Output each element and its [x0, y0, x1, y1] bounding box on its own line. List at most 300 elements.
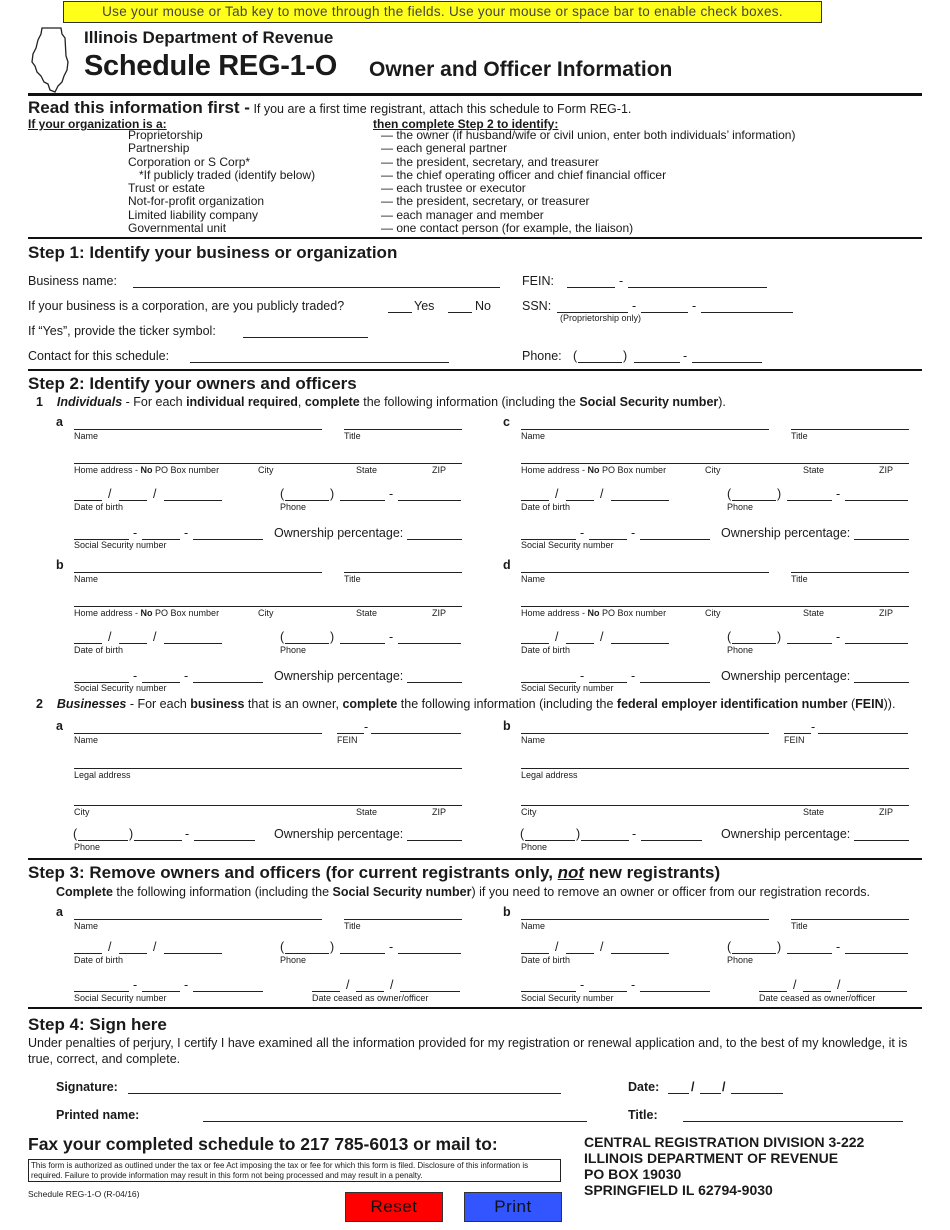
caption: City: [521, 807, 537, 817]
identify-item: — the president, secretary, and treasurer: [381, 154, 599, 169]
org-type: Trust or estate: [128, 181, 205, 196]
phone-paren: ): [576, 827, 581, 841]
ssn-field-3[interactable]: [193, 539, 263, 540]
phone-area-field[interactable]: [525, 840, 575, 841]
text: Home address -: [74, 608, 141, 618]
businesses-instruction: [36, 697, 895, 711]
rule: [28, 237, 922, 239]
caption: Title: [791, 574, 808, 584]
contact-field[interactable]: [190, 362, 449, 363]
schedule-title: Schedule REG-1-O: [84, 50, 338, 82]
phone-line-field[interactable]: [641, 840, 702, 841]
individuals-label: Individuals: [56, 395, 123, 409]
phone-prefix-field[interactable]: [787, 953, 832, 954]
text: Social Security number: [579, 395, 719, 409]
step3-title: [28, 863, 720, 883]
phone-line-field[interactable]: [692, 362, 762, 363]
dash: -: [185, 827, 190, 841]
individual-title-field[interactable]: [791, 429, 909, 430]
ssn-field-3[interactable]: [640, 539, 710, 540]
businesses-label: Businesses: [56, 697, 127, 711]
dash: -: [389, 940, 394, 954]
form-id: Schedule REG-1-O (R-04/16): [28, 1189, 140, 1199]
fein-suffix-field[interactable]: [818, 733, 908, 734]
caption: Title: [344, 574, 361, 584]
slash: /: [600, 487, 604, 501]
entry-letter: a: [56, 719, 63, 733]
phone-paren: ): [777, 630, 782, 644]
dob-month-field[interactable]: [521, 953, 549, 954]
phone-paren: (: [573, 349, 578, 363]
ssn-field-3[interactable]: [193, 991, 263, 992]
caption: Name: [74, 735, 99, 745]
text: new registrants): [584, 863, 721, 882]
dob-day-field[interactable]: [119, 500, 147, 501]
dob-month-field[interactable]: [74, 500, 102, 501]
caption: [74, 608, 219, 618]
ownership-field[interactable]: [854, 539, 909, 540]
phone-paren: (: [727, 487, 732, 501]
traded-no-box[interactable]: [448, 312, 472, 313]
dob-year-field[interactable]: [611, 643, 669, 644]
slash: /: [555, 487, 559, 501]
caption: Legal address: [74, 770, 131, 780]
caption: Social Security number: [74, 683, 167, 693]
removal-name-field[interactable]: [521, 919, 769, 920]
text: Home address -: [74, 465, 141, 475]
text: Home address -: [521, 465, 588, 475]
business-name-label: Business name:: [28, 274, 117, 288]
date-day-field[interactable]: [700, 1093, 721, 1094]
signature-field[interactable]: [128, 1093, 561, 1094]
dash: -: [580, 978, 585, 992]
removal-title-field[interactable]: [344, 919, 462, 920]
ownership-label: Ownership percentage:: [274, 669, 404, 683]
caption: Social Security number: [521, 540, 614, 550]
header-rule: [28, 93, 922, 96]
text: the following information (including the: [112, 885, 333, 899]
dash: -: [619, 274, 624, 288]
item-number: 2: [36, 697, 43, 711]
traded-yes-label: Yes: [414, 299, 435, 313]
slash: /: [153, 630, 157, 644]
traded-yes-box[interactable]: [388, 312, 412, 313]
identify-list: [381, 129, 795, 235]
caption: Phone: [74, 842, 101, 852]
phone-area-field[interactable]: [285, 953, 329, 954]
phone-prefix-field[interactable]: [134, 840, 182, 841]
ownership-field[interactable]: [407, 840, 462, 841]
phone-paren: (: [280, 487, 285, 501]
dash: -: [631, 978, 636, 992]
phone-line-field[interactable]: [398, 643, 461, 644]
traded-question: If your business is a corporation, are you publicly traded?: [28, 299, 345, 313]
text: that is an owner,: [244, 697, 343, 711]
ssn-field-2[interactable]: [142, 991, 180, 992]
dash: -: [389, 487, 394, 501]
dash: -: [631, 669, 636, 683]
entry-letter: c: [503, 415, 510, 429]
home-address-field[interactable]: [74, 463, 462, 464]
ssn-field-1[interactable]: [74, 991, 129, 992]
phone-paren: ): [330, 940, 335, 954]
removal-name-field[interactable]: [74, 919, 322, 920]
caption: ZIP: [432, 807, 447, 817]
dob-day-field[interactable]: [566, 643, 594, 644]
print-button[interactable]: Print: [464, 1192, 562, 1222]
ownership-label: Ownership percentage:: [721, 669, 851, 683]
fein-suffix-field[interactable]: [628, 287, 767, 288]
phone-prefix-field[interactable]: [787, 500, 832, 501]
dob-month-field[interactable]: [521, 643, 549, 644]
intro-text: If you are a first time registrant, attach this schedule to Form REG-1.: [249, 102, 632, 116]
dash: -: [184, 526, 189, 540]
phone-area-field[interactable]: [578, 362, 622, 363]
dash: -: [632, 827, 637, 841]
slash: /: [346, 978, 350, 992]
slash: /: [555, 940, 559, 954]
phone-paren: (: [73, 827, 78, 841]
ceased-month-field[interactable]: [312, 991, 340, 992]
phone-area-field[interactable]: [732, 500, 776, 501]
entry-letter: b: [503, 719, 511, 733]
fein-prefix-field[interactable]: [784, 733, 811, 734]
text: individual required: [186, 395, 298, 409]
ssn-field-3[interactable]: [640, 991, 710, 992]
department-name: Illinois Department of Revenue: [84, 28, 334, 47]
illinois-outline-icon: [28, 26, 74, 94]
legal-address-field[interactable]: [521, 768, 909, 769]
text: PO Box number: [152, 608, 220, 618]
text: Complete: [56, 885, 113, 899]
dash: -: [133, 526, 138, 540]
instruction-banner: Use your mouse or Tab key to move through the fields. Use your mouse or space bar to enable check boxes.: [63, 1, 822, 23]
rule: [28, 1007, 922, 1009]
phone-line-field[interactable]: [398, 500, 461, 501]
dob-day-field[interactable]: [119, 953, 147, 954]
fein-prefix-field[interactable]: [337, 733, 364, 734]
org-type: Corporation or S Corp*: [128, 154, 251, 169]
dob-month-field[interactable]: [74, 643, 102, 644]
ssn-field-1[interactable]: [521, 991, 576, 992]
dash: -: [811, 720, 816, 734]
phone-paren: ): [330, 630, 335, 644]
ceased-day-field[interactable]: [803, 991, 831, 992]
fein-prefix-field[interactable]: [567, 287, 615, 288]
phone-paren: (: [727, 630, 732, 644]
caption: Title: [344, 431, 361, 441]
entry-letter: b: [503, 905, 511, 919]
caption: Name: [74, 921, 99, 931]
rule: [28, 369, 922, 371]
individual-title-field[interactable]: [344, 572, 462, 573]
home-address-field[interactable]: [521, 606, 909, 607]
phone-prefix-field[interactable]: [340, 953, 385, 954]
phone-paren: ): [777, 487, 782, 501]
title-field[interactable]: [683, 1121, 903, 1122]
identify-item: — one contact person (for example, the liaison): [381, 221, 634, 236]
city-state-zip-field[interactable]: [74, 805, 462, 806]
home-address-field[interactable]: [74, 606, 462, 607]
contact-label: Contact for this schedule:: [28, 349, 170, 363]
dash: -: [184, 669, 189, 683]
ticker-label: If “Yes”, provide the ticker symbol:: [28, 324, 216, 338]
caption: State: [803, 807, 825, 817]
address-line: ILLINOIS DEPARTMENT OF REVENUE: [584, 1150, 839, 1166]
text: ,: [297, 395, 305, 409]
slash: /: [153, 940, 157, 954]
caption: ZIP: [879, 465, 894, 475]
ownership-field[interactable]: [854, 682, 909, 683]
identify-item: — each manager and member: [381, 207, 544, 222]
dob-month-field[interactable]: [74, 953, 102, 954]
business-name-field[interactable]: [74, 733, 322, 734]
step3-instruction: [56, 885, 870, 899]
business-name-field[interactable]: [133, 287, 500, 288]
text: )).: [883, 697, 896, 711]
dash: -: [836, 630, 841, 644]
caption: Name: [521, 921, 546, 931]
perjury-statement: Under penalties of perjury, I certify I have examined all the information provided for my registration or renewal application and, to the best of my knowledge, it is true, correct, and complete.: [28, 1036, 908, 1066]
mailing-address: [584, 1134, 864, 1198]
caption: Phone: [280, 645, 307, 655]
caption: Phone: [727, 955, 754, 965]
caption: Legal address: [521, 770, 578, 780]
ssn-label: SSN:: [522, 299, 552, 313]
phone-area-field[interactable]: [285, 643, 329, 644]
individual-name-field[interactable]: [521, 572, 769, 573]
slash: /: [153, 487, 157, 501]
individual-name-field[interactable]: [74, 429, 322, 430]
ownership-label: Ownership percentage:: [721, 827, 851, 841]
individual-title-field[interactable]: [344, 429, 462, 430]
ownership-field[interactable]: [407, 539, 462, 540]
ceased-month-field[interactable]: [759, 991, 787, 992]
dob-day-field[interactable]: [566, 953, 594, 954]
caption: Name: [74, 431, 99, 441]
ssn-field-3[interactable]: [193, 682, 263, 683]
printed-name-label: Printed name:: [56, 1108, 140, 1122]
phone-prefix-field[interactable]: [340, 643, 385, 644]
reset-button[interactable]: Reset: [345, 1192, 443, 1222]
caption: Title: [344, 921, 361, 931]
schedule-subtitle: Owner and Officer Information: [369, 58, 673, 81]
phone-line-field[interactable]: [194, 840, 255, 841]
address-line: PO BOX 19030: [584, 1166, 682, 1182]
date-year-field[interactable]: [731, 1093, 783, 1094]
caption: Date ceased as owner/officer: [759, 993, 876, 1003]
ticker-field[interactable]: [243, 337, 368, 338]
rule: [28, 858, 922, 860]
slash: /: [837, 978, 841, 992]
caption: Social Security number: [74, 993, 167, 1003]
legal-address-field[interactable]: [74, 768, 462, 769]
text: Home address -: [521, 608, 588, 618]
text: - For each: [126, 697, 191, 711]
caption: Title: [791, 431, 808, 441]
ceased-day-field[interactable]: [356, 991, 384, 992]
phone-prefix-field[interactable]: [340, 500, 385, 501]
entry-letter: a: [56, 415, 63, 429]
dob-day-field[interactable]: [119, 643, 147, 644]
caption: State: [356, 608, 378, 618]
phone-area-field[interactable]: [732, 643, 776, 644]
address-line: CENTRAL REGISTRATION DIVISION 3-222: [584, 1134, 865, 1150]
caption: [521, 608, 666, 618]
dob-month-field[interactable]: [521, 500, 549, 501]
slash: /: [108, 630, 112, 644]
org-col-head: If your organization is a:: [28, 117, 167, 131]
slash: /: [793, 978, 797, 992]
text: Step 3: Remove owners and officers (for current registrants only,: [28, 863, 558, 882]
org-type: Proprietorship: [128, 128, 203, 142]
date-month-field[interactable]: [668, 1093, 689, 1094]
dash: -: [836, 940, 841, 954]
dash: -: [133, 669, 138, 683]
phone-paren: (: [727, 940, 732, 954]
ownership-field[interactable]: [407, 682, 462, 683]
fein-suffix-field[interactable]: [371, 733, 461, 734]
dob-year-field[interactable]: [164, 643, 222, 644]
identify-item: — the chief operating officer and chief financial officer: [381, 167, 667, 182]
caption: Phone: [727, 645, 754, 655]
individual-name-field[interactable]: [521, 429, 769, 430]
phone-paren: ): [777, 940, 782, 954]
caption: City: [705, 465, 721, 475]
caption: City: [258, 608, 274, 618]
org-type: Limited liability company: [128, 207, 259, 222]
caption: ZIP: [432, 465, 447, 475]
caption: Date ceased as owner/officer: [312, 993, 429, 1003]
text: federal employer identification number: [616, 697, 848, 711]
step1-title: Step 1: Identify your business or organization: [28, 243, 398, 262]
ssn-field-2[interactable]: [589, 991, 627, 992]
caption: ZIP: [879, 807, 894, 817]
caption: Phone: [280, 502, 307, 512]
address-line: SPRINGFIELD IL 62794-9030: [584, 1182, 773, 1198]
org-list: [128, 129, 315, 235]
phone-prefix-field[interactable]: [787, 643, 832, 644]
city-state-zip-field[interactable]: [521, 805, 909, 806]
text: FEIN: [855, 697, 884, 711]
text: PO Box number: [599, 608, 667, 618]
dash: -: [580, 669, 585, 683]
phone-line-field[interactable]: [845, 500, 908, 501]
title-label: Title:: [628, 1108, 658, 1122]
caption: Social Security number: [521, 683, 614, 693]
fax-instruction: Fax your completed schedule to 217 785-6013 or mail to:: [28, 1134, 498, 1154]
dob-year-field[interactable]: [164, 953, 222, 954]
ssn-field-2[interactable]: [641, 312, 688, 313]
dash: -: [133, 978, 138, 992]
slash: /: [722, 1080, 726, 1094]
phone-paren: (: [520, 827, 525, 841]
caption: Phone: [727, 502, 754, 512]
individuals-instruction: [36, 395, 726, 409]
caption: State: [356, 465, 378, 475]
org-type: *If publicly traded (identify below): [139, 167, 316, 182]
org-type: Governmental unit: [128, 221, 227, 236]
phone-prefix-field[interactable]: [634, 362, 680, 363]
slash: /: [691, 1080, 695, 1094]
caption: Date of birth: [74, 645, 124, 655]
dash: -: [631, 526, 636, 540]
text: not: [557, 863, 585, 882]
phone-area-field[interactable]: [732, 953, 776, 954]
dash: -: [632, 299, 637, 313]
caption: ZIP: [432, 608, 447, 618]
caption: [521, 465, 666, 475]
slash: /: [108, 940, 112, 954]
ssn-field-3[interactable]: [701, 312, 793, 313]
traded-no-label: No: [475, 299, 491, 313]
caption: Name: [521, 735, 546, 745]
phone-area-field[interactable]: [78, 840, 128, 841]
phone-line-field[interactable]: [398, 953, 461, 954]
dash: -: [389, 630, 394, 644]
printed-name-field[interactable]: [203, 1121, 587, 1122]
dash: -: [683, 349, 688, 363]
signature-label: Signature:: [56, 1080, 118, 1094]
business-name-field[interactable]: [521, 733, 769, 734]
text: the following information (including the: [359, 395, 580, 409]
caption: Social Security number: [74, 540, 167, 550]
text: (: [847, 697, 856, 711]
caption: [74, 465, 219, 475]
identify-item: — the president, secretary, or treasurer: [381, 194, 590, 209]
ceased-year-field[interactable]: [847, 991, 907, 992]
disclaimer-box: This form is authorized as outlined under the tax or fee Act imposing the tax or fee for which this form is filed. Disclosure of this information is required. Failure to provide information may result in this form not being processed and may result in a penalty.: [28, 1159, 561, 1182]
fein-label: FEIN:: [522, 274, 554, 288]
dob-year-field[interactable]: [611, 500, 669, 501]
dob-year-field[interactable]: [164, 500, 222, 501]
individual-name-field[interactable]: [74, 572, 322, 573]
text: ) if you need to remove an owner or officer from our registration records.: [471, 885, 871, 899]
proprietorship-only-note: (Proprietorship only): [560, 313, 642, 323]
caption: City: [705, 608, 721, 618]
dob-year-field[interactable]: [611, 953, 669, 954]
phone-line-field[interactable]: [845, 643, 908, 644]
phone-line-field[interactable]: [845, 953, 908, 954]
phone-area-field[interactable]: [285, 500, 329, 501]
identify-item: — each general partner: [381, 141, 508, 156]
ceased-year-field[interactable]: [400, 991, 460, 992]
removal-title-field[interactable]: [791, 919, 909, 920]
text: Social Security number: [332, 885, 472, 899]
phone-paren: ): [623, 349, 628, 363]
individual-title-field[interactable]: [791, 572, 909, 573]
dob-day-field[interactable]: [566, 500, 594, 501]
text: the following information (including the: [397, 697, 617, 711]
caption: State: [803, 465, 825, 475]
caption: Date of birth: [74, 502, 124, 512]
ssn-field-3[interactable]: [640, 682, 710, 683]
entry-letter: b: [56, 558, 64, 572]
phone-prefix-field[interactable]: [581, 840, 629, 841]
caption: ZIP: [879, 608, 894, 618]
phone-label: Phone:: [522, 349, 562, 363]
org-type: Partnership: [128, 141, 190, 156]
caption: FEIN: [337, 735, 358, 745]
phone-paren: (: [280, 630, 285, 644]
ownership-field[interactable]: [854, 840, 909, 841]
home-address-field[interactable]: [521, 463, 909, 464]
text: No: [587, 465, 600, 475]
caption: Date of birth: [521, 955, 571, 965]
caption: Phone: [280, 955, 307, 965]
text: business: [190, 697, 245, 711]
dash: -: [836, 487, 841, 501]
